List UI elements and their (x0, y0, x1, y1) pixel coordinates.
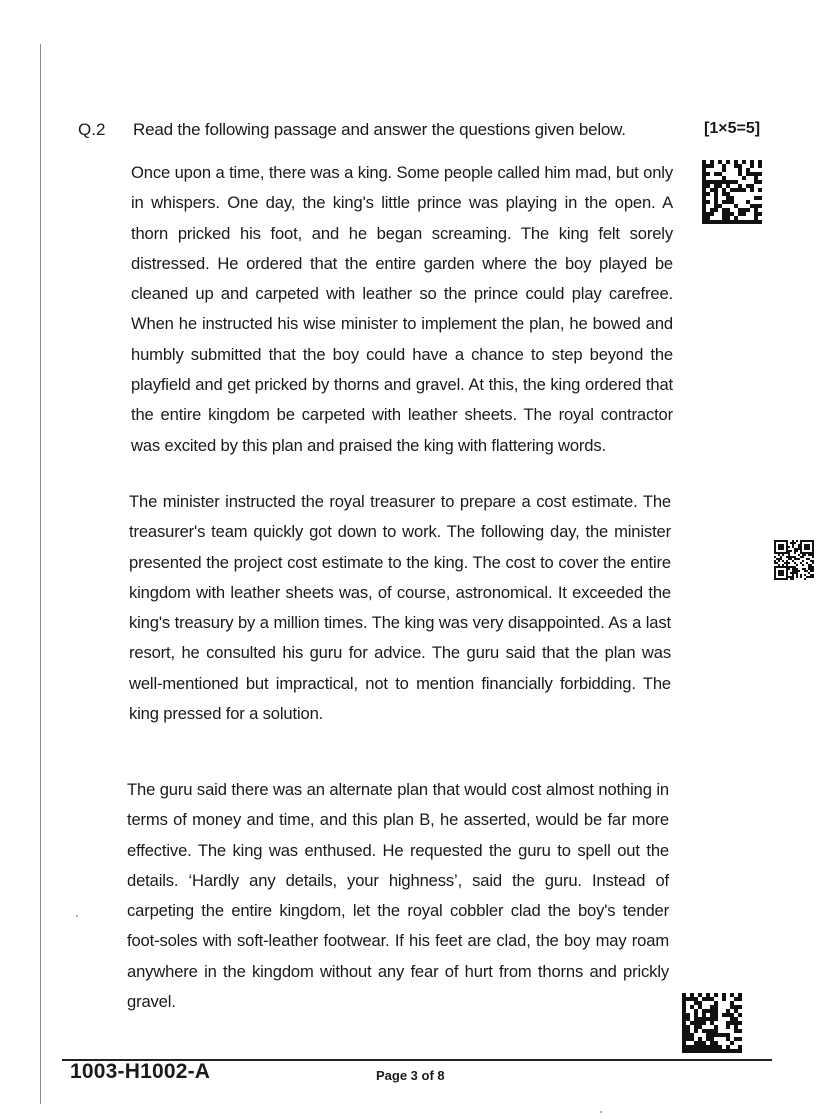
document-code: 1003-H1002-A (70, 1060, 211, 1083)
datamatrix-code-top (702, 160, 762, 224)
passage-paragraph-3 (127, 775, 669, 1017)
question-prompt: Read the following passage and answer the questions given below. (133, 120, 626, 139)
passage-paragraph-2 (129, 487, 671, 729)
left-margin-line (40, 44, 41, 1104)
paragraph-text: Once upon a time, there was a king. Some people called him mad, but only in whispers. One day, the king's little prince was playing in the open. A thorn pricked his foot, and he began screaming. The king felt sorely distressed. He ordered that the entire garden where the boy played be cleaned up and carpeted with leather so the prince could play carefree. When he instructed his wise minister to implement the plan, he bowed and humbly submitted that the boy could have a chance to step beyond the playfield and get pricked by thorns and gravel. At this, the king ordered that the entire kingdom be carpeted with leather sheets. The royal contractor was excited by this plan and praised the king with flattering words. (131, 163, 673, 455)
question-marks: [1×5=5] (704, 120, 761, 137)
scan-speck (76, 915, 78, 917)
paragraph-text: The guru said there was an alternate plan that would cost almost nothing in terms of money and time, and this plan B, he asserted, would be far more effective. The king was enthused. He requested the guru to spell out the details. ‘Hardly any details, your highness’, said the guru. Instead of carpeting the entire kingdom, let the royal cobbler clad the boy's tender foot-soles with soft-leather footwear. If his feet are clad, the boy may roam anywhere in the kingdom without any fear of hurt from thorns and prickly gravel. (127, 780, 669, 1012)
qr-code-side (774, 540, 814, 580)
page-number: Page 3 of 8 (376, 1068, 445, 1083)
paragraph-text: The minister instructed the royal treasurer to prepare a cost estimate. The treasurer's team quickly got down to work. The following day, the minister presented the project cost estimate to the king. The cost to cover the entire kingdom with leather sheets was, of course, astronomical. It exceeded the king's treasury by a million times. The king was very disappointed. As a last resort, he consulted his guru for advice. The guru said that the plan was well-mentioned but impractical, not to mention financially forbidding. The king pressed for a solution. (129, 492, 671, 724)
question-number: Q.2 (78, 120, 106, 139)
scan-speck (600, 1111, 602, 1113)
passage-paragraph-1 (131, 158, 673, 461)
datamatrix-code-bottom (682, 993, 742, 1053)
